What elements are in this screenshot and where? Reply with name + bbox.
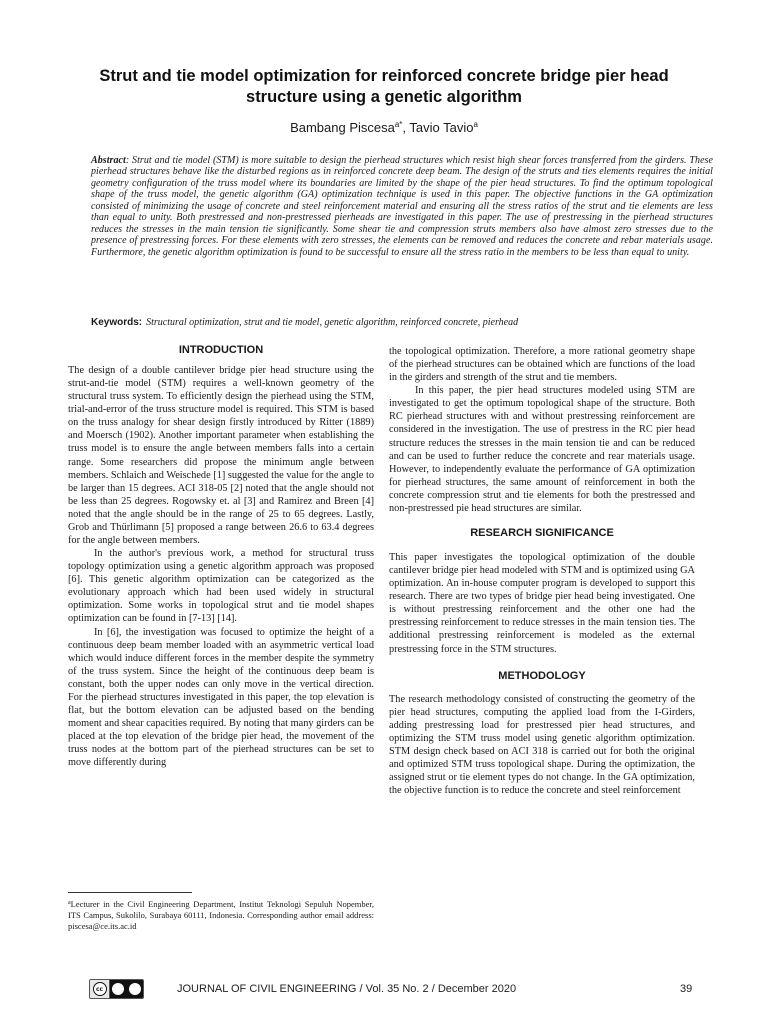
body-paragraph: the topological optimization. Therefore, a more rational geometry shape of the pierhead structures can be obtained which are functions of the load in the girders and strength of the strut and tie members. [389,346,695,384]
body-paragraph: This paper investigates the topological optimization of the double cantilever bridge pier head modeled with STM and is optimized using GA optimization. An in-house computer program is developed to support this research. There are two types of bridge pier head being investigated. One is without prestressing reinforcement and the other one had the prestressing reinforcement to reduce stresses in the main tension ties. The additional prestressing reinforcement is modeled as the external prestressing force in the STM structures. [389,552,695,655]
abstract [91,155,713,258]
author-affiliation-mark: a* [394,120,403,129]
footnote-divider [68,892,192,893]
author-name: Bambang Piscesa [290,120,395,135]
creative-commons-by-sa-icon: cc [89,979,144,999]
left-column [68,343,374,769]
right-column [389,345,695,797]
section-heading-methodology: METHODOLOGY [498,669,586,682]
body-paragraph: In the author's previous work, a method for structural truss topology optimization using a genetic algorithm approach was proposed [6]. This genetic algorithm optimization can be categorized as the evolutionary approach which had been used widely in structural optimization. Some works in topological strut and tie model shapes optimization can be found in [7-13] [14]. [68,548,374,625]
footnote-text: Lecturer in the Civil Engineering Department, Institut Teknologi Sepuluh Nopember, ITS Campus, Sukolilo, Surabaya 60111, Indonesia. Corresponding author email address: piscesa@ce.its.ac.id [68,899,374,931]
keywords [91,317,713,329]
body-paragraph: In [6], the investigation was focused to optimize the height of a continuous deep beam member loaded with an asymmetric vertical load which would induce different forces in the member despite the symmetry of the truss system. Since the height of the continuous deep beam is constant, both the upper nodes can only move in the vertical direction. For the pierhead structures investigated in this paper, the top elevation is flat, but the bottom elevation can be adjusted based on the bending moment and shear capacities required. By noting that many girders can be placed at the top elevation of the bridge pier head, the movement of the truss nodes at the bottom part of the pierhead structures can be set to move differently during [68,626,374,769]
section-heading-research-significance: RESEARCH SIGNIFICANCE [470,527,614,540]
author-line [70,120,698,135]
author-affiliation-mark: a [473,120,478,129]
page-number: 39 [680,983,693,995]
keywords-label: Keywords: [91,317,143,328]
abstract-label: Abstract [91,155,126,166]
footnote-mark: a [68,900,71,906]
keywords-text: Structural optimization, strut and tie model, genetic algorithm, reinforced concrete, pierhead [146,317,519,328]
journal-footer: JOURNAL OF CIVIL ENGINEERING / Vol. 35 No. 2 / December 2020 [177,983,517,995]
abstract-text: : Strut and tie model (STM) is more suitable to design the pierhead structures which resist high shear forces transferred from the girders. These pierhead structures behave like the disturbed regions as in reinforced concrete deep beam. The design of the struts and ties elements requires the initial geometry configuration of the truss model where its boundaries are limited by the shape of the pier head structures. To find the optimum topological shape of the truss model, the genetic algorithm (GA) optimization technique is used in this paper. The objective functions in the GA optimization consisted of minimizing the usage of concrete and steel reinforcement material and ensuring all the stress ratios of the strut and tie elements are less than equal to unity. Both prestressed and non-prestressed pierheads are investigated in this paper. The use of prestressing in the pierhead structures reduces the stresses in the main tension tie significantly. Some shear tie and compression struts members also have almost zero stresses due to the presence of prestressing forces. For these elements with zero stresses, the elements can be removed and reduces the concrete and rebar materials usage. Furthermore, the genetic algorithm optimization is found to be successful to ensure all the stress ratio in the members to be less than equal to unity. [91,155,713,258]
section-heading-introduction: INTRODUCTION [178,344,264,356]
author-separator: , [402,120,410,135]
paper-title: Strut and tie model optimization for reinforced concrete bridge pier head structure using a genetic algorithm [99,67,669,106]
author-name: Tavio Tavio [409,120,474,135]
body-paragraph: The design of a double cantilever bridge pier head structure using the strut-and-tie model (STM) requires a well-known geometry of the structural truss system. To efficiently design the pierhead using the STM, trial-and-error of the truss structure model is required. This STM is based on the truss analogy for shear design firstly introduced by Ritter (1889) and Moersch (1902). Another important parameter when establishing the truss model is to ensure the angle between members falls into a certain range. Some researchers did propose the minimum angle between members. Schlaich and Weischede [1] suggested the value for the angle to be larger than 15 degrees. ACI 318-05 [2] noted that the angle should not be less than 25 degrees. Rogowsky et. al [3] and Ramirez and Breen [4] noted that the angle should be in the range of 25 to 65 degrees. Lastly, Grob and Thürlimann [5] proposed a range between 26.6 to 63.4 degrees for the angle between members. [68,365,374,547]
body-paragraph: The research methodology consisted of constructing the geometry of the pier head structures, computing the applied load from the I-Girders, adding prestressing load for prestressed pier head structures, and optimizing the STM truss model using genetic algorithm optimization. STM design check based on ACI 318 is carried out for both the original and optimized STM truss topological shape. During the optimization, the assigned strut or tie element types do not change. In the GA optimization, the objective function is to reduce the concrete and steel reinforcement [389,693,695,797]
footnote [68,898,374,932]
body-paragraph: In this paper, the pier head structures modeled using STM are investigated to get the optimum topological shape of the structure. Both RC pierhead structures with and without prestressing reinforcement are considered in the investigation. The use of prestress in the RC pier head structure reduces the stresses in the main tension tie and can be reduced and can be used to further reduce the concrete and rear materials usage. However, to independently evaluate the performance of GA optimization for pierhead structures, the same amount of reinforcement in both the concrete compression strut and tie elements for both the prestressed and non-prestressed pie head structures are similar. [389,385,695,514]
